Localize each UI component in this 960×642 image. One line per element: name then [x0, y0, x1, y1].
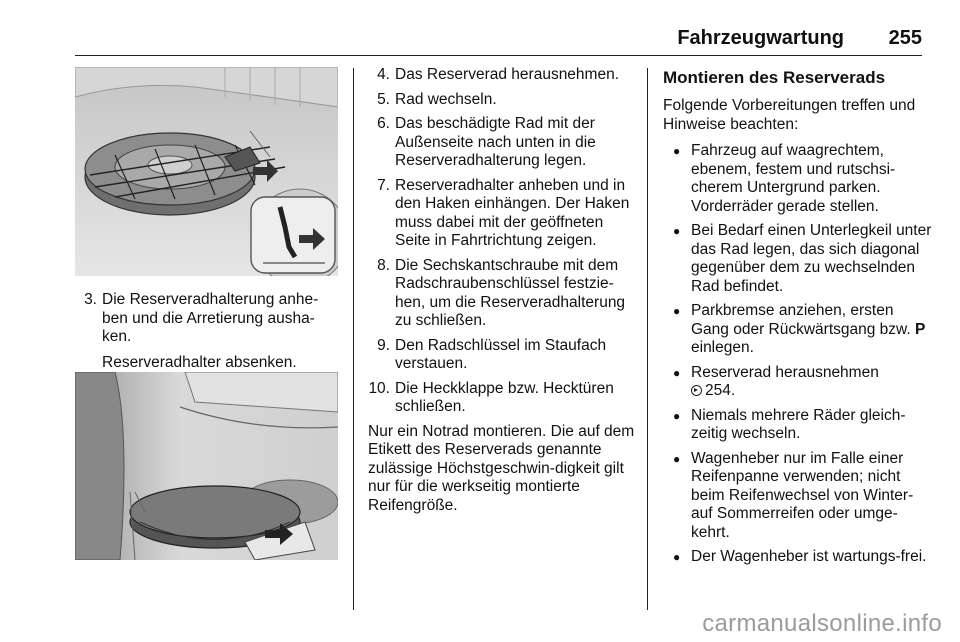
step-text: Die Sechskantschraube mit dem Radschraubenschlüssel festzie-hen, um die Reserveradhalterung zu schließen.: [395, 256, 626, 329]
spare-wheel-removal-drawing: [75, 372, 338, 560]
list-item: [663, 548, 933, 567]
bullet-icon: ●: [673, 451, 681, 466]
step-subnote: Reserveradhalter absenken.: [102, 353, 297, 371]
step-item: [368, 380, 638, 417]
list-item: [663, 407, 933, 444]
spare-wheel-note: Nur ein Notrad montieren. Die auf dem Etikett des Reserverads genannte zulässige Höchstgeschwin-digkeit gilt nur für die werkseitig montierte Reifengröße.: [368, 422, 635, 514]
bullet-text: Der Wagenheber ist wartungs-frei.: [691, 548, 927, 565]
page-reference-link[interactable]: 254.: [705, 382, 736, 399]
precaution-list: [663, 142, 933, 567]
step-number: 3.: [84, 291, 97, 308]
watermark: carmanualsonline.info: [702, 610, 942, 637]
step-item: [368, 337, 638, 374]
step-number: 4.: [377, 66, 390, 83]
bullet-text: Fahrzeug auf waagrechtem, ebenem, festem und rutschsi-cherem Untergrund parken. Vorderräder gerade stellen.: [691, 142, 896, 215]
step-item: [368, 177, 638, 251]
list-item: [663, 222, 933, 296]
list-item: [663, 364, 933, 401]
list-item: [663, 142, 933, 216]
bullet-icon: ●: [673, 550, 681, 564]
step-text: Die Heckklappe bzw. Hecktüren schließen.: [395, 379, 614, 415]
step-number: 9.: [377, 336, 390, 354]
spare-wheel-carrier-drawing: [75, 67, 338, 276]
page-number: 255: [888, 27, 922, 49]
page-header: [75, 24, 922, 56]
bullet-icon: ●: [673, 304, 681, 318]
column-left: [75, 291, 340, 372]
column-right: [663, 66, 933, 573]
column-middle: [368, 66, 638, 523]
step-item: [368, 66, 638, 85]
page-reference-arrow-icon: [691, 385, 702, 396]
section-intro: Folgende Vorbereitungen treffen und Hinweise beachten:: [663, 97, 916, 133]
bullet-text: Bei Bedarf einen Unterlegkeil unter das Rad legen, das sich diagonal gegenüber dem zu wechselnden Rad befindet.: [691, 222, 932, 295]
step-number: 6.: [377, 115, 390, 132]
step-number: 5.: [377, 90, 390, 108]
step-text: Den Radschlüssel im Staufach verstauen.: [395, 336, 607, 372]
step-item: [368, 115, 638, 171]
bullet-text-after: einlegen.: [691, 339, 754, 356]
step-number: 8.: [377, 256, 390, 274]
step-list-middle: [368, 66, 638, 417]
list-item: [663, 450, 933, 543]
bullet-text: [691, 364, 933, 401]
step-text: Die Reserveradhalterung anhe-ben und die Arretierung ausha-ken.: [102, 291, 319, 345]
bullet-text: [691, 302, 933, 358]
spare-wheel-removal-illustration: [75, 372, 338, 560]
step-item: [75, 291, 340, 347]
bullet-icon: ●: [673, 144, 681, 158]
step-text: Reserveradhalter anheben und in den Haken einhängen. Der Haken muss dabei mit der geöffneten Seite in Fahrtrichtung zeigen.: [395, 176, 630, 249]
section-heading: Montieren des Reserverads: [663, 68, 886, 87]
list-item: [663, 302, 933, 358]
column-divider-right: [647, 68, 648, 610]
bullet-icon: ●: [673, 365, 681, 380]
step-text: Das beschädigte Rad mit der Außenseite nach unten in die Reserveradhalterung legen.: [395, 115, 596, 169]
step-text: Das Reserverad herausnehmen.: [395, 66, 620, 83]
gear-position-p: P: [915, 320, 926, 338]
step-list-left: [75, 291, 340, 347]
bullet-text: Wagenheber nur im Falle einer Reifenpanne verwenden; nicht beim Reifenwechsel von Winter-auf Sommerreifen oder umge-kehrt.: [691, 449, 914, 541]
bullet-text-main: Reserverad herausnehmen: [691, 363, 879, 381]
step-number: 7.: [377, 176, 390, 194]
step-number: 10.: [368, 379, 390, 397]
bullet-icon: ●: [673, 224, 681, 238]
spare-wheel-carrier-illustration: [75, 67, 338, 276]
section-title: Fahrzeugwartung: [677, 27, 844, 49]
step-text: Rad wechseln.: [395, 90, 497, 108]
bullet-icon: ●: [673, 408, 681, 423]
step-item: [368, 91, 638, 110]
step-item: [368, 257, 638, 331]
bullet-text: Niemals mehrere Räder gleich-zeitig wechseln.: [691, 406, 906, 442]
column-divider-left: [353, 68, 354, 610]
bullet-text-before: Parkbremse anziehen, ersten Gang oder Rückwärtsgang bzw.: [691, 302, 911, 338]
